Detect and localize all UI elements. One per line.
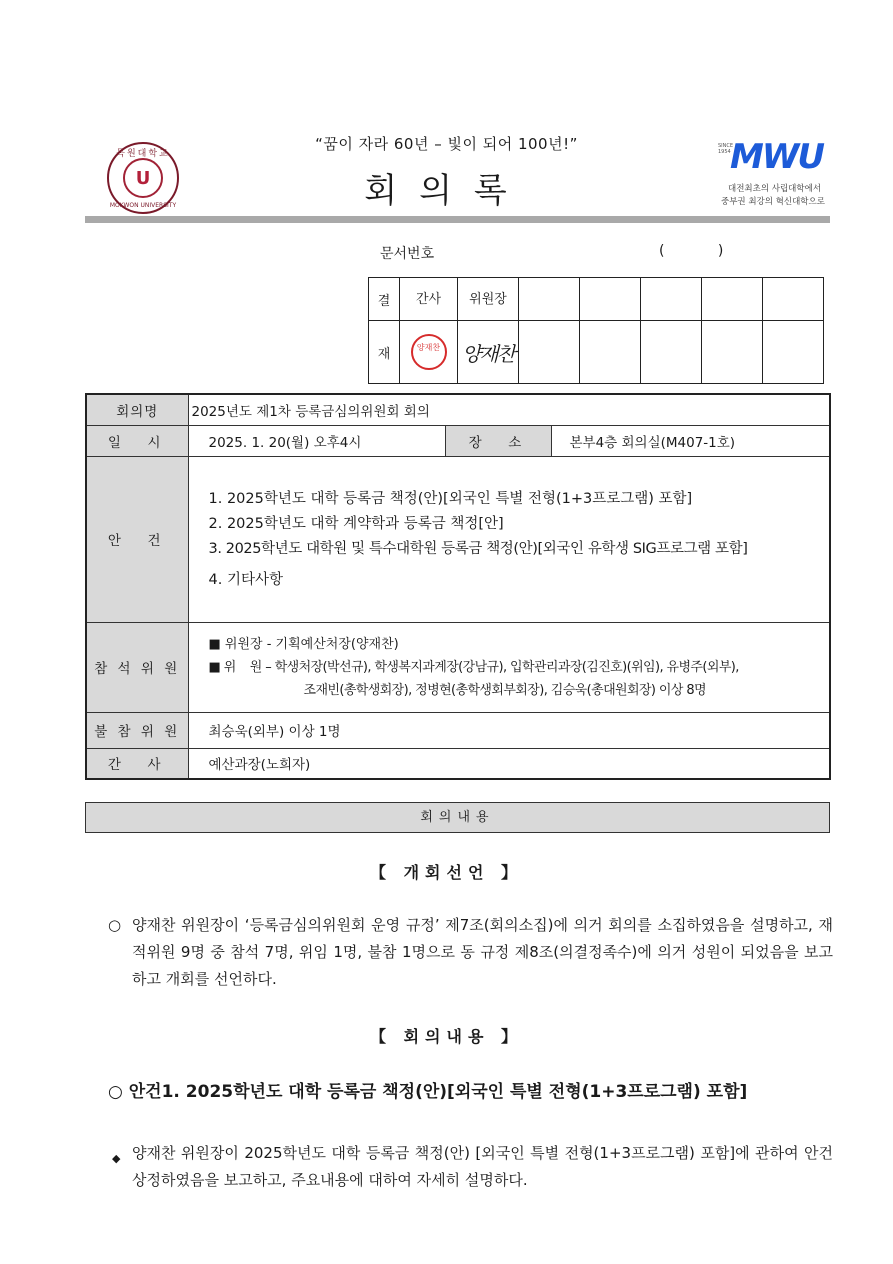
mwu-wordmark: MWU (730, 137, 823, 177)
secretary-name: 예산과장(노희자) (188, 748, 830, 779)
agenda-label: 안 건 (86, 456, 188, 622)
agenda1-title: ○ 안건1. 2025학년도 대학 등록금 책정(안)[외국인 특별 전형(1+3프로그램) 포함] (108, 1082, 748, 1102)
attendee-line: ■ 위 원 – 학생처장(박선규), 학생복지과계장(강남규), 입학관리과장(김진호)(위임), 유병주(외부), (208, 659, 739, 675)
seal-top-text: 목원대학교 (116, 149, 170, 159)
header-divider (85, 216, 830, 223)
opening-paragraph (108, 912, 833, 993)
mwu-tagline-2: 중부권 최강의 혁신대학으로 (721, 197, 825, 207)
minutes-section-title: 회의내용 (85, 802, 830, 833)
agenda-list (188, 456, 830, 622)
doc-number-label: 문서번호 (380, 246, 435, 262)
agenda-item: 4. 기타사항 (208, 572, 283, 588)
role-chair: 위원장 (458, 278, 519, 321)
meeting-place: 본부4층 회의실(M407-1호) (551, 425, 830, 456)
seal-bottom-text: MOKWON UNIVERSITY (109, 202, 177, 209)
approval-table (368, 277, 824, 384)
approval-label-1: 결 (369, 278, 400, 321)
mwu-since: SINCE 1954 (718, 143, 734, 155)
secretary-stamp: 양재찬 (411, 334, 447, 370)
content-title: 【 회의내용 】 (370, 1027, 523, 1046)
absent-label: 불 참 위 원 (86, 712, 188, 748)
opening-text: 양재찬 위원장이 ‘등록금심의위원회 운영 규정’ 제7조(회의소집)에 의거 회의를 소집하였음을 설명하고, 재적위원 9명 중 참석 7명, 위임 1명, 불참 1명으로 동 규정 제8조(의결정족수)에 의거 성원이 되었음을 보고하고 개회를 선언하다. (132, 916, 833, 988)
attendee-line: 조재빈(총학생회장), 정병현(총학생회부회장), 김승욱(총대원회장) 이상 8명 (303, 682, 706, 698)
agenda1-paragraph (108, 1140, 833, 1194)
meeting-info-table (85, 393, 831, 780)
date-label: 일 시 (86, 425, 188, 456)
meeting-name-label: 회의명 (86, 394, 188, 425)
meeting-date: 2025. 1. 20(월) 오후4시 (188, 425, 445, 456)
chair-signature: 양재찬 (462, 341, 514, 366)
attendee-line: ■ 위원장 - 기획예산처장(양재찬) (208, 636, 399, 652)
secretary-label: 간 사 (86, 748, 188, 779)
slogan: “꿈이 자라 60년 – 빛이 되어 100년!” (315, 135, 578, 153)
meeting-name: 2025년도 제1차 등록금심의위원회 회의 (188, 394, 830, 425)
page-title: 회의록 (364, 171, 529, 211)
attendees-label: 참 석 위 원 (86, 622, 188, 712)
agenda1-text: 양재찬 위원장이 2025학년도 대학 등록금 책정(안) [외국인 특별 전형(1+3프로그램) 포함]에 관하여 안건 상정하였음을 보고하고, 주요내용에 대하여 자세히 설명하다. (132, 1144, 833, 1189)
absent-members: 최승욱(외부) 이상 1명 (188, 712, 830, 748)
agenda-item: 1. 2025학년도 대학 등록금 책정(안)[외국인 특별 전형(1+3프로그램) 포함] (208, 491, 693, 507)
attendees-list (188, 622, 830, 712)
opening-title: 【 개회선언 】 (370, 863, 523, 882)
agenda-item: 2. 2025학년도 대학 계약학과 등록금 책정[안] (208, 516, 504, 532)
role-secretary: 간사 (400, 278, 458, 321)
mwu-tagline-1: 대전최초의 사립대학에서 (728, 184, 822, 194)
agenda-item: 3. 2025학년도 대학원 및 특수대학원 등록금 책정(안)[외국인 유학생 SIG프로그램 포함] (208, 541, 748, 557)
circle-bullet-icon: ○ (108, 916, 122, 934)
seal-mark: U (135, 168, 151, 189)
place-label: 장 소 (445, 425, 551, 456)
doc-number-value: ( ) (659, 243, 724, 259)
diamond-bullet-icon: ◆ (112, 1152, 121, 1165)
approval-label-2: 재 (369, 321, 400, 384)
